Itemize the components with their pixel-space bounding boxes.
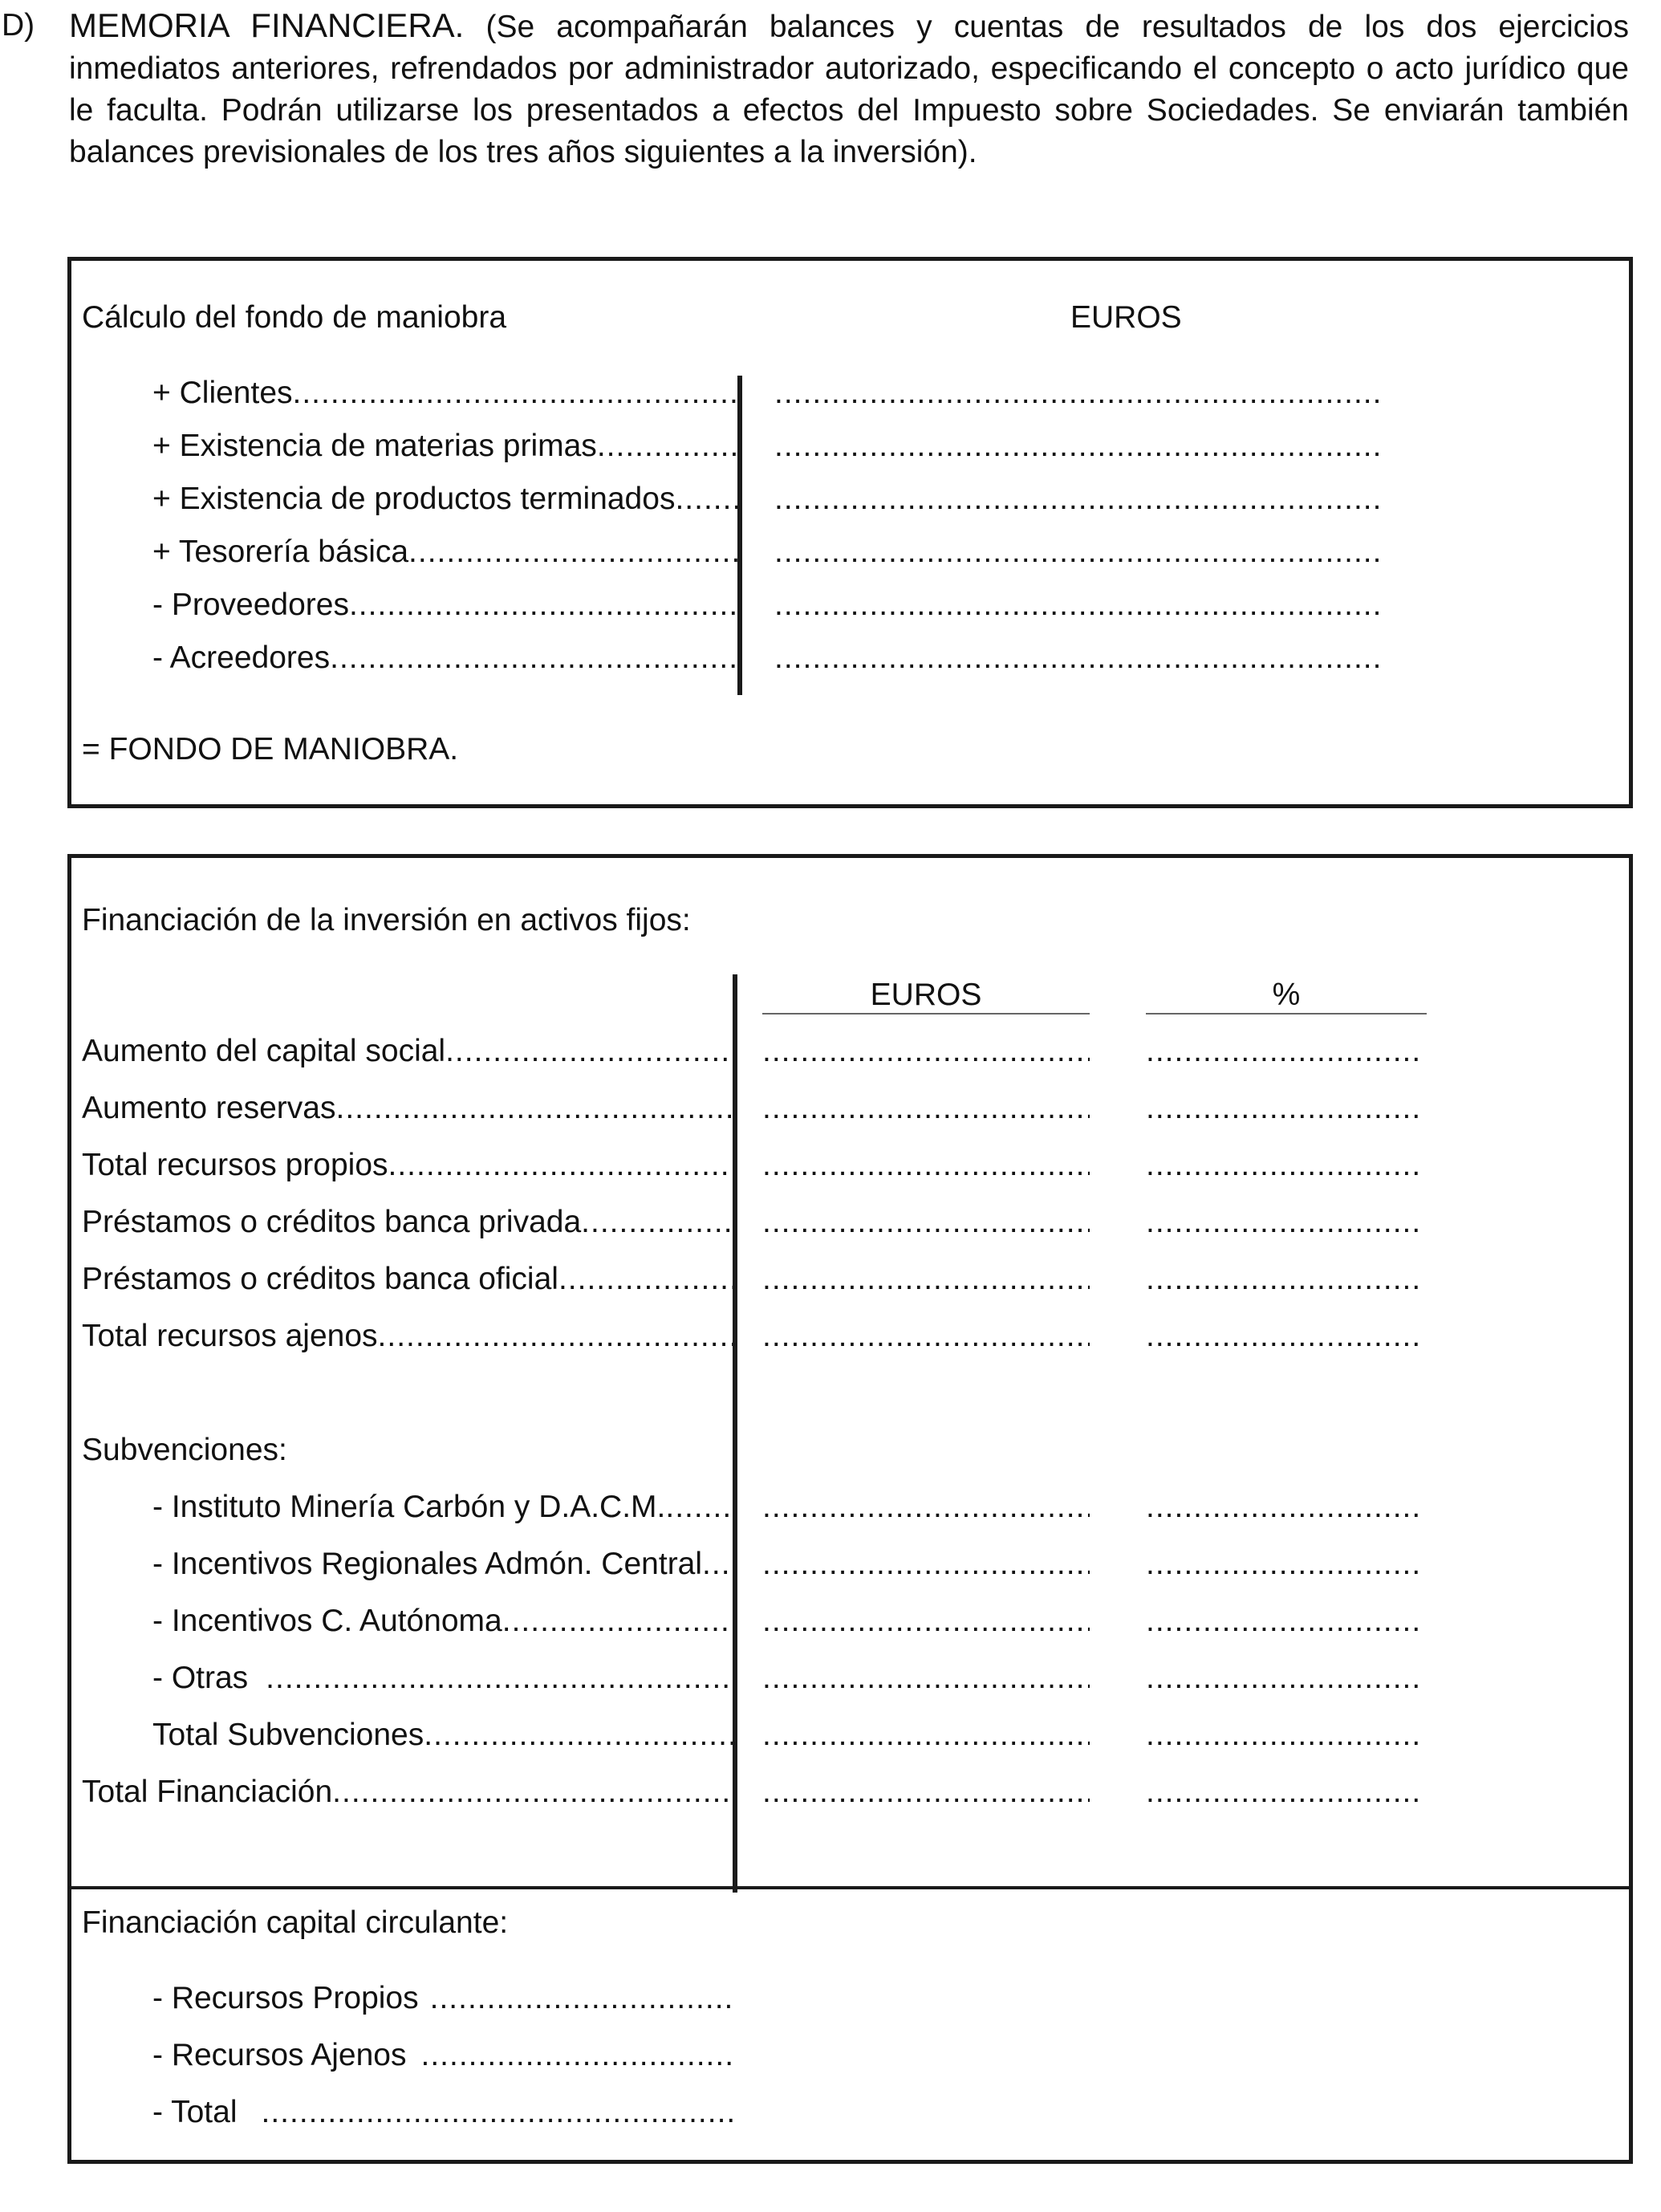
fondo-total: = FONDO DE MANIOBRA.	[82, 732, 459, 766]
subvencion-row-label: Total Subvenciones	[152, 1718, 424, 1752]
subvencion-row	[152, 1602, 733, 1641]
financiacion-euros-header: EUROS	[870, 978, 982, 1012]
fondo-row	[152, 480, 737, 518]
euros-value-field[interactable]	[762, 1773, 1090, 1811]
financiacion-row-label: Préstamos o créditos banca oficial	[82, 1262, 558, 1296]
financiacion-row	[82, 1146, 733, 1185]
financiacion-row-label: Total recursos ajenos	[82, 1319, 378, 1353]
fondo-title: Cálculo del fondo de maniobra	[82, 300, 507, 335]
euros-value-field[interactable]	[762, 1203, 1090, 1242]
financiacion-percent-header: %	[1272, 978, 1301, 1012]
financiacion-column-divider	[733, 974, 737, 1893]
financiacion-title: Financiación de la inversión en activos fijos:	[82, 903, 691, 937]
financiacion-total-label: Total Financiación	[82, 1775, 333, 1809]
fondo-row-label: + Existencia de productos terminados	[152, 482, 676, 516]
euros-value-field[interactable]	[762, 1716, 1090, 1755]
euros-value-field[interactable]	[762, 1659, 1090, 1698]
fondo-value-field[interactable]	[774, 427, 1379, 466]
financiacion-row	[82, 1032, 733, 1071]
subvencion-row	[152, 1659, 733, 1698]
fondo-row	[152, 639, 737, 677]
fondo-row	[152, 427, 737, 466]
section-heading	[0, 5, 1629, 173]
fondo-column-divider	[737, 376, 742, 695]
fondo-row-label: + Existencia de materias primas	[152, 429, 597, 463]
section-description: (Se acompañarán balances y cuentas de resultados de los dos ejercicios inmediatos anteriores, refrendados por administrador autorizado, especificando el concepto o acto jurídico que le faculta. Podrán utilizarse los presentados a efectos del Impuesto sobre Sociedades. Se enviarán también balances previsionales de los tres años siguientes a la inversión).	[69, 10, 1629, 169]
euros-value-field[interactable]	[762, 1032, 1090, 1071]
euros-value-field[interactable]	[762, 1488, 1090, 1527]
percent-value-field[interactable]	[1146, 1602, 1419, 1641]
fondo-value-field[interactable]	[774, 639, 1379, 677]
financiacion-row	[82, 1089, 733, 1128]
fondo-row-label: + Tesorería básica	[152, 535, 409, 569]
financiacion-row	[82, 1203, 733, 1242]
percent-value-field[interactable]	[1146, 1203, 1419, 1242]
fondo-row	[152, 586, 737, 624]
euros-header-underline	[762, 1013, 1090, 1015]
percent-value-field[interactable]	[1146, 1716, 1419, 1755]
subvencion-row	[152, 1488, 733, 1527]
subvencion-row-label: - Incentivos C. Autónoma	[152, 1604, 502, 1638]
fondo-row-label: - Acreedores	[152, 640, 331, 675]
fondo-row-label: + Clientes	[152, 376, 293, 410]
financiacion-row	[82, 1317, 733, 1356]
euros-value-field[interactable]	[762, 1545, 1090, 1584]
fondo-value-field[interactable]	[774, 586, 1379, 624]
euros-value-field[interactable]	[762, 1317, 1090, 1356]
percent-header-underline	[1146, 1013, 1427, 1015]
percent-value-field[interactable]	[1146, 1032, 1419, 1071]
fondo-euros-header: EUROS	[1070, 300, 1182, 335]
fondo-value-field[interactable]	[774, 480, 1379, 518]
financiacion-row	[82, 1260, 733, 1299]
euros-value-field[interactable]	[762, 1146, 1090, 1185]
fondo-row-label: - Proveedores	[152, 588, 349, 622]
circulante-title: Financiación capital circulante:	[82, 1905, 509, 1940]
subvencion-row	[152, 1545, 733, 1584]
circulante-row[interactable]	[152, 2093, 733, 2132]
financiacion-row-label: Aumento reservas	[82, 1091, 336, 1125]
subvencion-row	[152, 1716, 733, 1755]
percent-value-field[interactable]	[1146, 1488, 1419, 1527]
subvencion-row-label: - Otras	[152, 1661, 249, 1695]
financiacion-row-label: Total recursos propios	[82, 1148, 388, 1182]
circulante-row[interactable]	[152, 1979, 733, 2018]
circulante-row-label: - Recursos Propios	[152, 1981, 419, 2015]
fondo-row	[152, 374, 737, 413]
percent-value-field[interactable]	[1146, 1659, 1419, 1698]
fondo-value-field[interactable]	[774, 374, 1379, 413]
circulante-row-label: - Total	[152, 2095, 238, 2129]
percent-value-field[interactable]	[1146, 1260, 1419, 1299]
percent-value-field[interactable]	[1146, 1089, 1419, 1128]
subvencion-row-label: - Instituto Minería Carbón y D.A.C.M.	[152, 1490, 666, 1524]
fondo-value-field[interactable]	[774, 533, 1379, 571]
section-letter: D)	[2, 8, 35, 43]
section-title: MEMORIA FINANCIERA.	[69, 6, 465, 44]
financiacion-row-label: Aumento del capital social	[82, 1034, 446, 1068]
subvencion-row-label: - Incentivos Regionales Admón. Central	[152, 1547, 703, 1581]
subvenciones-title: Subvenciones:	[82, 1433, 287, 1467]
percent-value-field[interactable]	[1146, 1545, 1419, 1584]
financiacion-row-label: Préstamos o créditos banca privada	[82, 1205, 582, 1239]
euros-value-field[interactable]	[762, 1602, 1090, 1641]
circulante-row[interactable]	[152, 2036, 733, 2075]
fondo-row	[152, 533, 737, 571]
section-text	[69, 5, 1629, 173]
circulante-separator	[71, 1886, 1629, 1889]
percent-value-field[interactable]	[1146, 1146, 1419, 1185]
circulante-row-label: - Recursos Ajenos	[152, 2038, 407, 2072]
percent-value-field[interactable]	[1146, 1317, 1419, 1356]
percent-value-field[interactable]	[1146, 1773, 1419, 1811]
euros-value-field[interactable]	[762, 1260, 1090, 1299]
euros-value-field[interactable]	[762, 1089, 1090, 1128]
financiacion-total-row	[82, 1773, 733, 1811]
